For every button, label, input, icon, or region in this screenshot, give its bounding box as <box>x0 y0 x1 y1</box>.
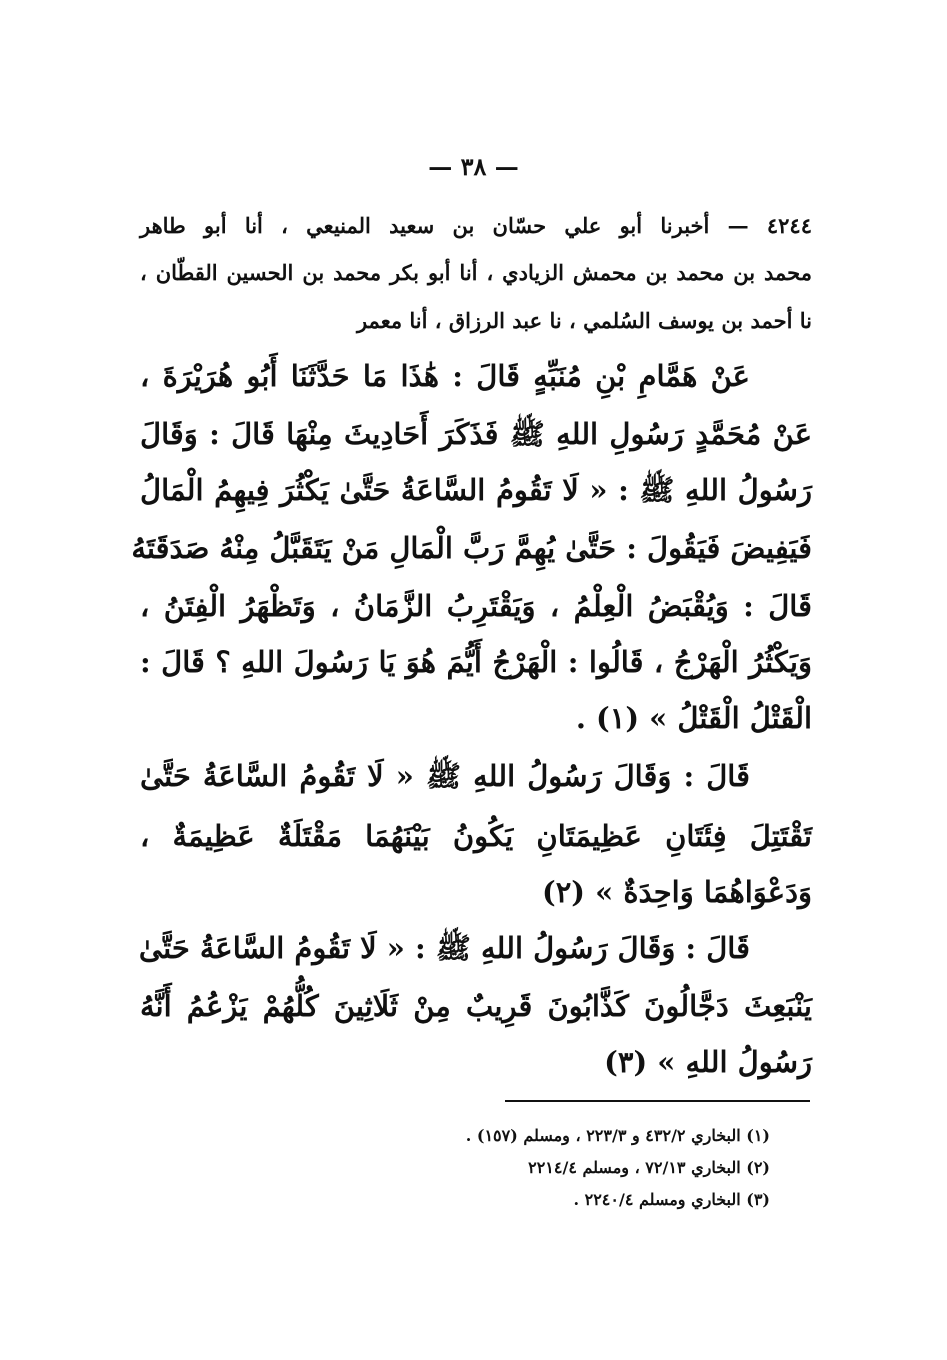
footnote-2: (٢) البخاري ٧٢/١٣ ، ومسلم ٢٢١٤/٤ <box>528 1158 770 1177</box>
footnote-1: (١) البخاري ٤٣٢/٢ و ٢٢٣/٣ ، ومسلم (١٥٧) . <box>465 1126 770 1145</box>
hadith-1-line-7: الْقَتْلُ الْقَتْلُ » (١) . <box>575 701 812 735</box>
hadith-3-line-1: قَالَ : وَقَالَ رَسُولُ اللهِ ﷺ : « لَا تَقُومُ السَّاعَةُ حَتَّىٰ <box>138 931 750 965</box>
hadith-3-line-3: رَسُولُ اللهِ » (٣) <box>604 1045 812 1079</box>
hadith-1-line-6: وَيَكْثُرُ الْهَرْجُ ، قَالُوا : الْهَرْجُ أَيُّمَ هُوَ يَا رَسُولَ اللهِ ؟ قَالَ : <box>140 645 812 679</box>
footnote-separator <box>505 1100 810 1102</box>
hadith-2-line-2: تَقْتَتِلَ فِئَتَانِ عَظِيمَتَانِ يَكُونُ بَيْنَهُمَا مَقْتَلَةٌ عَظِيمَةٌ ، <box>140 819 812 853</box>
hadith-1-line-5: قَالَ : وَيُقْبَضُ الْعِلْمُ ، وَيَقْتَرِبُ الزَّمَانُ ، وَتَظْهَرُ الْفِتَنُ ، <box>140 589 812 623</box>
isnad-line-1: ٤٢٤٤ — أخبرنا أبو علي حسّان بن سعيد المنيعي ، أنا أبو طاهر <box>140 213 812 238</box>
hadith-3-line-2: يَنْبَعِثَ دَجَّالُونَ كَذَّابُونَ قَرِيبٌ مِنْ ثَلَاثِينَ كُلُّهُمْ يَزْعُمُ أَنَّهُ <box>140 989 812 1023</box>
page-number: — ٣٨ — <box>428 152 519 181</box>
footnote-3: (٣) البخاري ومسلم ٢٢٤٠/٤ . <box>573 1190 770 1209</box>
hadith-1-line-4: فَيَفِيضَ فَيَقُولَ : حَتَّىٰ يُهِمَّ رَبَّ الْمَالِ مَنْ يَتَقَبَّلُ مِنْهُ صَدَقَتَهُ <box>131 531 812 565</box>
hadith-2-line-3: وَدَعْوَاهُمَا وَاحِدَةٌ » (٢) <box>541 875 812 909</box>
hadith-2-line-1: قَالَ : وَقَالَ رَسُولُ اللهِ ﷺ « لَا تَقُومُ السَّاعَةُ حَتَّىٰ <box>140 759 750 793</box>
isnad-line-3: نا أحمد بن يوسف السُلمي ، نا عبد الرزاق ، أنا معمر <box>356 308 812 333</box>
hadith-1-line-1: عَنْ هَمَّامِ بْنِ مُنَبِّهٍ قَالَ : هَٰذَا مَا حَدَّثَنَا أَبُو هُرَيْرَةَ ، <box>140 359 750 393</box>
isnad-line-2: محمد بن محمد بن محمش الزيادي ، أنا أبو بكر محمد بن الحسين القطّان ، <box>140 260 812 285</box>
hadith-1-line-2: عَنْ مُحَمَّدٍ رَسُولِ اللهِ ﷺ فَذَكَرَ أَحَادِيثَ مِنْهَا قَالَ : وَقَالَ <box>140 417 812 451</box>
hadith-1-line-3: رَسُولُ اللهِ ﷺ : « لَا تَقُومُ السَّاعَةُ حَتَّىٰ يَكْثُرَ فِيهِمُ الْمَالُ <box>140 473 812 507</box>
